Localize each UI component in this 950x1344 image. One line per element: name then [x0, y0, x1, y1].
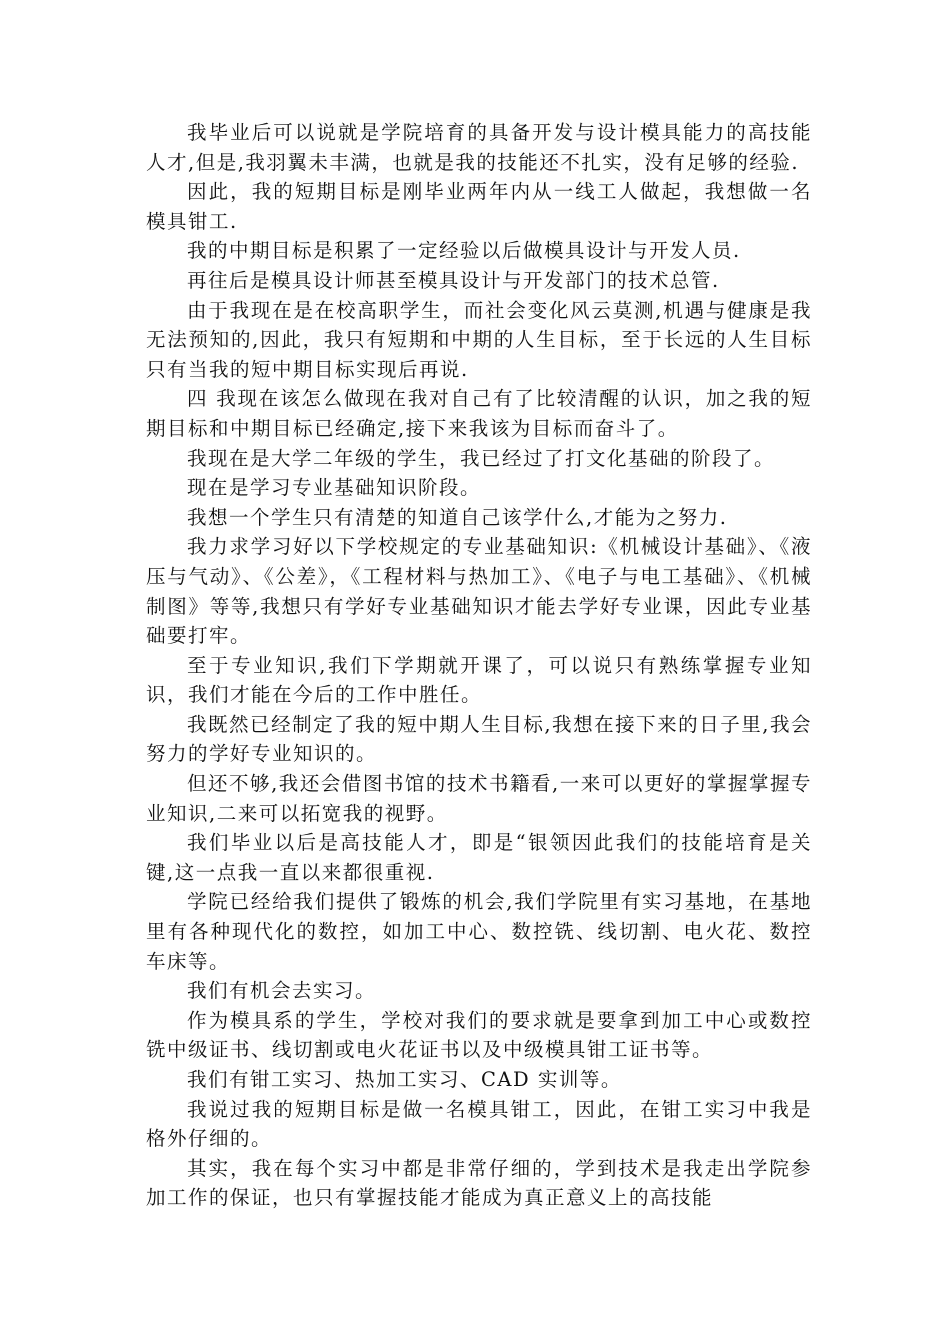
paragraph: 四 我现在该怎么做现在我对自己有了比较清醒的认识，加之我的短期目标和中期目标已经确定,接下来我该为目标而奋斗了。 — [146, 387, 812, 440]
paragraph: 我们有机会去实习。 — [187, 979, 377, 1003]
paragraph: 我的中期目标是积累了一定经验以后做模具设计与开发人员. — [187, 239, 741, 263]
paragraph: 我既然已经制定了我的短中期人生目标,我想在接下来的日子里,我会努力的学好专业知识的。 — [146, 712, 812, 766]
paragraph: 由于我现在是在校高职学生，而社会变化风云莫测,机遇与健康是我无法预知的,因此，我只有短期和中期的人生目标，至于长远的人生目标只有当我的短中期目标实现后再说. — [146, 298, 812, 381]
paragraph: 我想一个学生只有清楚的知道自己该学什么,才能为之努力. — [187, 505, 728, 529]
paragraph: 再往后是模具设计师甚至模具设计与开发部门的技术总管. — [187, 268, 720, 292]
paragraph: 作为模具系的学生，学校对我们的要求就是要拿到加工中心或数控铣中级证书、线切割或电火花证书以及中级模具钳工证书等。 — [146, 1008, 812, 1062]
paragraph: 我现在是大学二年级的学生，我已经过了打文化基础的阶段了。 — [187, 446, 776, 470]
paragraph: 我说过我的短期目标是做一名模具钳工，因此，在钳工实习中我是格外仔细的。 — [146, 1097, 812, 1151]
paragraph: 我们毕业以后是高技能人才，即是“银领因此我们的技能培育是关键,这一点我一直以来都很重视. — [146, 831, 812, 884]
document-body — [146, 118, 812, 1213]
paragraph: 其实，我在每个实习中都是非常仔细的，学到技术是我走出学院参加工作的保证，也只有掌握技能才能成为真正意义上的高技能 — [146, 1156, 812, 1210]
paragraph: 现在是学习专业基础知识阶段。 — [187, 476, 482, 500]
paragraph: 学院已经给我们提供了锻炼的机会,我们学院里有实习基地，在基地里有各种现代化的数控，如加工中心、数控铣、线切割、电火花、数控车床等。 — [146, 890, 812, 973]
paragraph: 但还不够,我还会借图书馆的技术书籍看,一来可以更好的掌握掌握专业知识,二来可以拓宽我的视野。 — [146, 772, 812, 825]
paragraph: 我毕业后可以说就是学院培育的具备开发与设计模具能力的高技能人才,但是,我羽翼未丰满，也就是我的技能还不扎实，没有足够的经验. — [146, 121, 812, 174]
paragraph: 至于专业知识,我们下学期就开课了，可以说只有熟练掌握专业知识，我们才能在今后的工作中胜任。 — [146, 653, 812, 707]
paragraph: 因此，我的短期目标是刚毕业两年内从一线工人做起，我想做一名模具钳工. — [146, 180, 812, 233]
paragraph: 我力求学习好以下学校规定的专业基础知识:《机械设计基础》、《液压与气动》、《公差》，《工程材料与热加工》、《电子与电工基础》、《机械制图》等等,我想只有学好专业基础知识才能去学好专业课，因此专业基础要打牢。 — [146, 535, 812, 648]
paragraph: 我们有钳工实习、热加工实习、CAD 实训等。 — [187, 1068, 622, 1091]
